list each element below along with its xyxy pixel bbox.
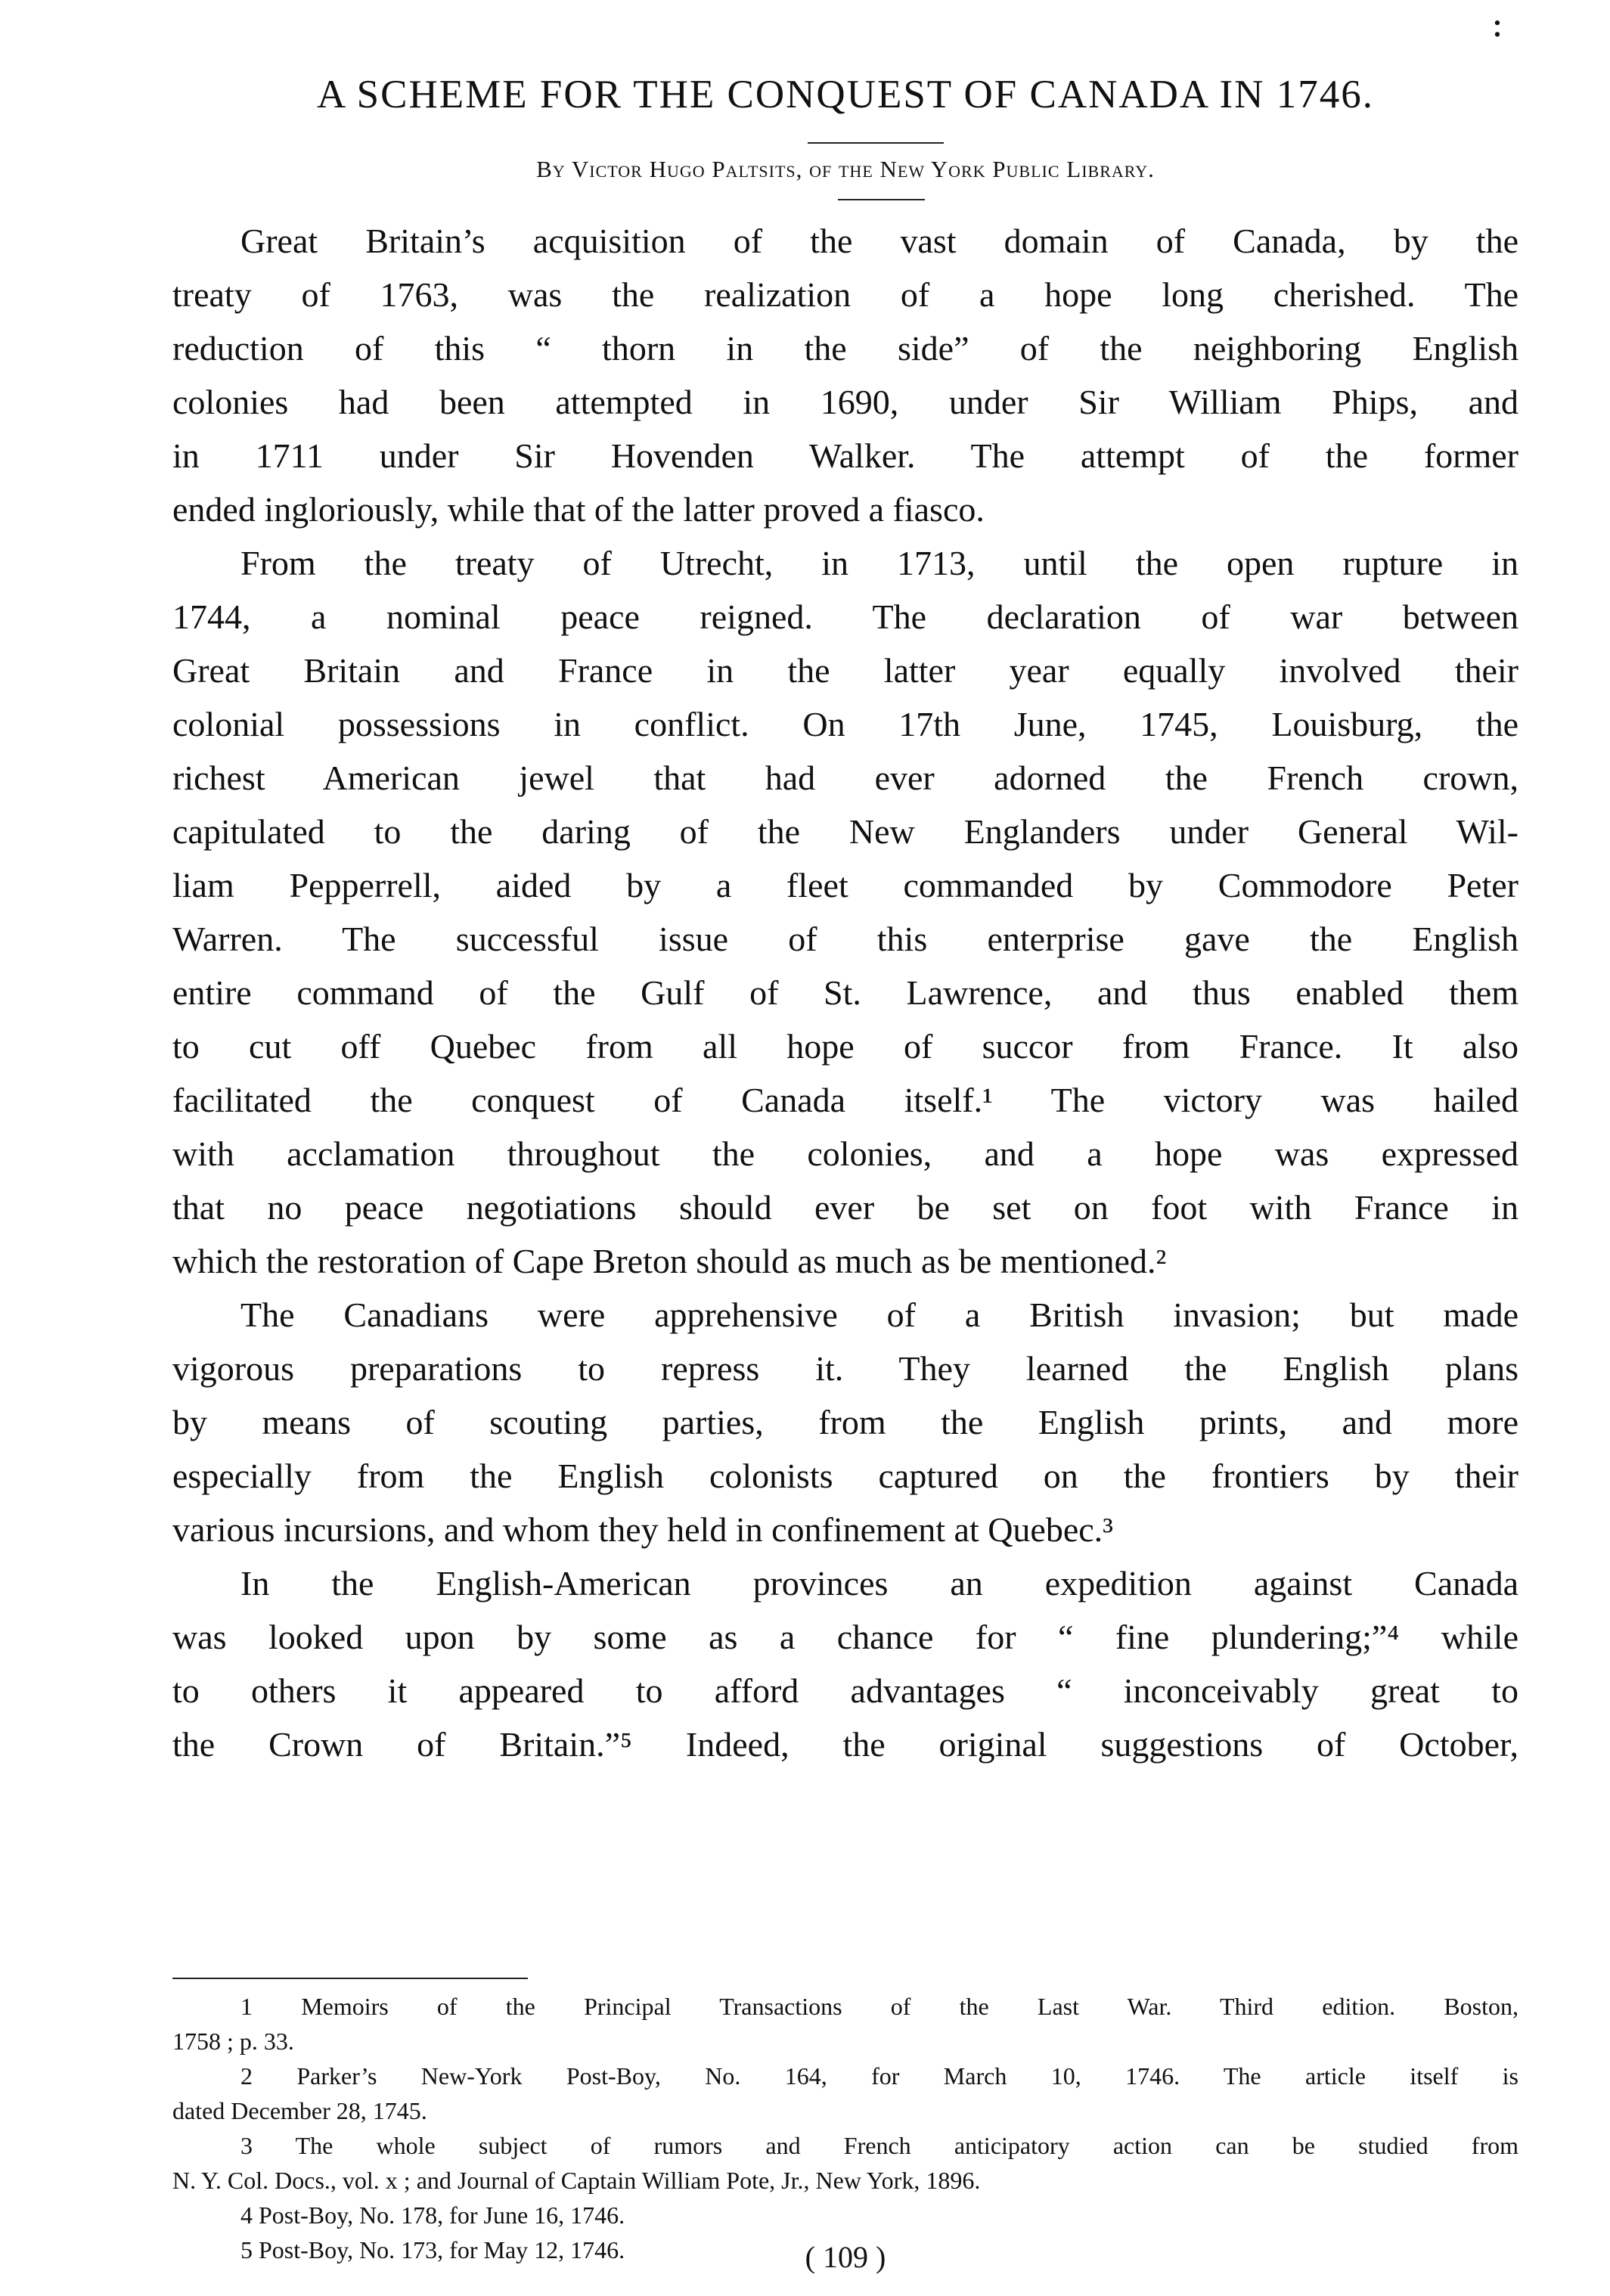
- text-line: The Canadians were apprehensive of a British invasion; but made: [240, 1295, 1518, 1334]
- text-line: colonies had been attempted in 1690, under Sir William Phips, and: [172, 383, 1518, 421]
- page-number: ( 109 ): [805, 2240, 886, 2274]
- text-line: Great Britain’s acquisition of the vast domain of Canada, by the: [240, 222, 1518, 260]
- text-line: capitulated to the daring of the New Englanders under General Wil-: [172, 812, 1518, 851]
- paragraph: [172, 536, 1518, 1288]
- book-page: [172, 0, 1518, 2296]
- paragraph: [172, 1288, 1518, 1556]
- text-line: In the English-American provinces an expedition against Canada: [240, 1564, 1518, 1603]
- byline-rule: [838, 199, 925, 200]
- text-line: by means of scouting parties, from the English prints, and more: [172, 1403, 1518, 1441]
- article-title: A SCHEME FOR THE CONQUEST OF CANADA IN 1746.: [317, 73, 1374, 116]
- text-line: with acclamation throughout the colonies, and a hope was expressed: [172, 1134, 1518, 1173]
- text-line: treaty of 1763, was the realization of a hope long cherished. The: [172, 275, 1518, 314]
- text-line: especially from the English colonists captured on the frontiers by their: [172, 1457, 1518, 1495]
- text-line: entire command of the Gulf of St. Lawrence, and thus enabled them: [172, 973, 1518, 1012]
- author-byline: By Victor Hugo Paltsits, of the New York Public Library.: [536, 156, 1155, 182]
- text-line: various incursions, and whom they held in confinement at Quebec.³: [172, 1510, 1113, 1549]
- text-line: was looked upon by some as a chance for “ fine plundering;”⁴ while: [172, 1618, 1518, 1656]
- text-line: which the restoration of Cape Breton should as much as be mentioned.²: [172, 1242, 1167, 1280]
- corner-mark: :: [1491, 3, 1503, 45]
- text-line: to others it appeared to afford advantages “ inconceivably great to: [172, 1671, 1518, 1710]
- text-line: Warren. The successful issue of this enterprise gave the English: [172, 920, 1518, 958]
- text-line: that no peace negotiations should ever be set on foot with France in: [172, 1188, 1518, 1227]
- text-line: From the treaty of Utrecht, in 1713, until the open rupture in: [240, 544, 1518, 582]
- footnote-line: dated December 28, 1745.: [172, 2097, 427, 2124]
- footnote-line: 5 Post-Boy, No. 173, for May 12, 1746.: [240, 2236, 625, 2263]
- text-line: in 1711 under Sir Hovenden Walker. The attempt of the former: [172, 436, 1518, 475]
- title-rule: [808, 142, 944, 144]
- footnote-rule: [172, 1978, 528, 1979]
- text-line: colonial possessions in conflict. On 17th June, 1745, Louisburg, the: [172, 705, 1518, 743]
- text-line: the Crown of Britain.”⁵ Indeed, the original suggestions of October,: [172, 1725, 1518, 1764]
- text-line: richest American jewel that had ever adorned the French crown,: [172, 759, 1518, 797]
- text-line: facilitated the conquest of Canada itself.¹ The victory was hailed: [172, 1081, 1518, 1119]
- text-line: Great Britain and France in the latter year equally involved their: [172, 651, 1518, 690]
- footnote-line: 3 The whole subject of rumors and French anticipatory action can be studied from: [240, 2132, 1518, 2159]
- footnotes: [172, 1989, 1518, 2267]
- footnote-line: 4 Post-Boy, No. 178, for June 16, 1746.: [240, 2201, 625, 2229]
- paragraph: [172, 214, 1518, 536]
- paragraph: [172, 1556, 1518, 1771]
- body-text: [172, 214, 1518, 1771]
- text-line: to cut off Quebec from all hope of succor from France. It also: [172, 1027, 1518, 1066]
- footnote-line: 1758 ; p. 33.: [172, 2028, 294, 2055]
- text-line: reduction of this “ thorn in the side” of the neighboring English: [172, 329, 1518, 368]
- text-line: ended ingloriously, while that of the latter proved a fiasco.: [172, 490, 985, 529]
- text-line: liam Pepperrell, aided by a fleet commanded by Commodore Peter: [172, 866, 1518, 904]
- text-line: 1744, a nominal peace reigned. The declaration of war between: [172, 597, 1518, 636]
- footnote-line: 1 Memoirs of the Principal Transactions of the Last War. Third edition. Boston,: [240, 1993, 1518, 2020]
- text-line: vigorous preparations to repress it. They learned the English plans: [172, 1349, 1518, 1388]
- footnote-line: 2 Parker’s New-York Post-Boy, No. 164, for March 10, 1746. The article itself is: [240, 2062, 1518, 2090]
- footnote-line: N. Y. Col. Docs., vol. x ; and Journal of Captain William Pote, Jr., New York, 1896.: [172, 2167, 981, 2194]
